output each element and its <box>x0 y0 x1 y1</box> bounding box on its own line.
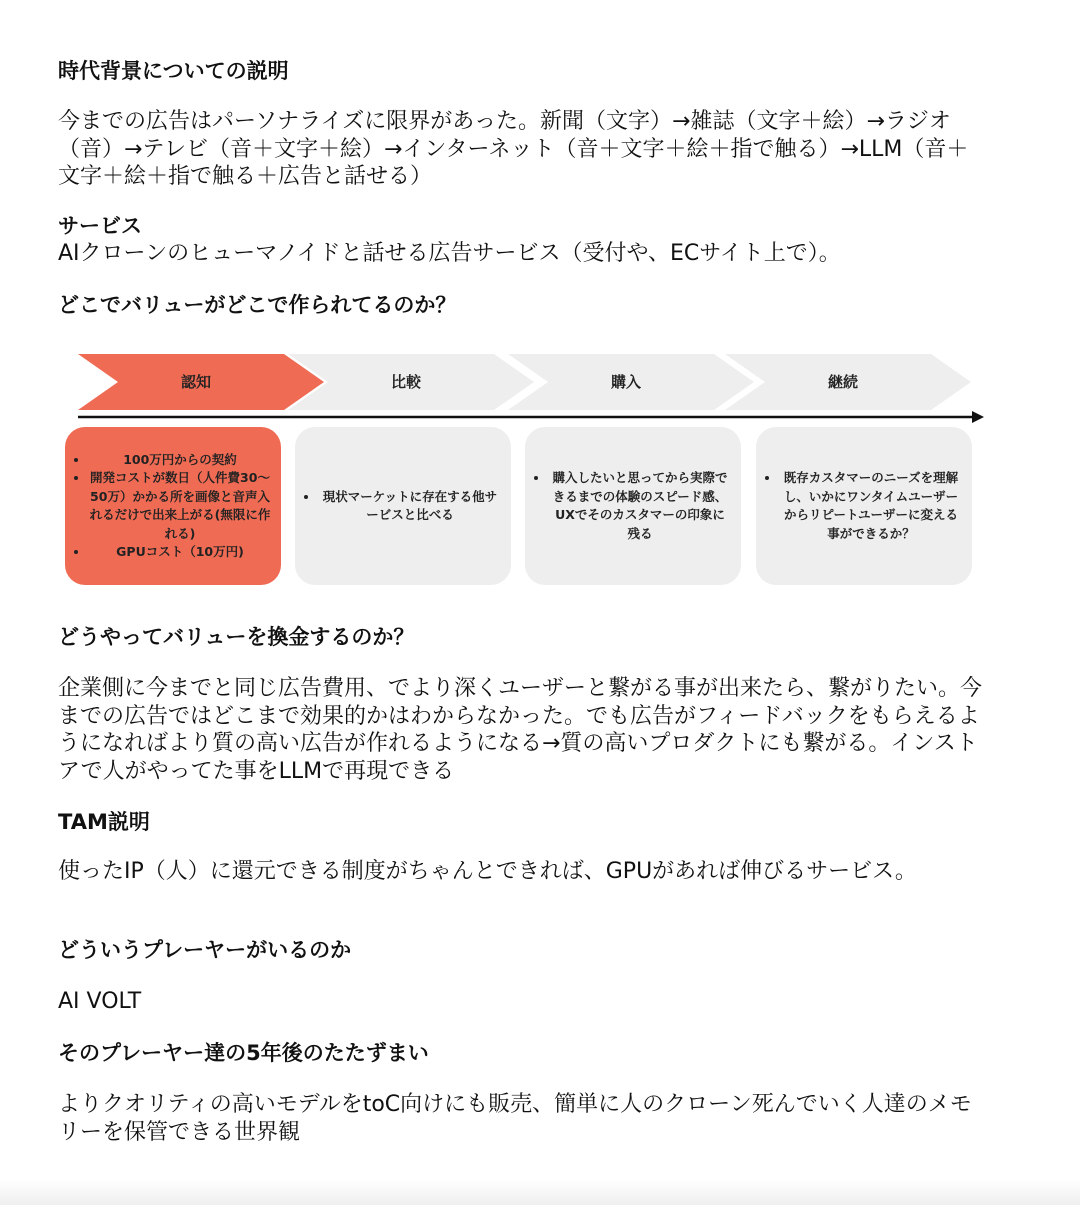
step-label-2: 比較 <box>390 373 422 391</box>
step-bullet: • 購入したいと思ってから実際できるまでの体験のスピード感、UXでそのカスタマーの印象に残る <box>549 469 731 543</box>
step-bullet: • 現状マーケットに存在する他サービスと比べる <box>319 488 501 525</box>
step-label-4: 継続 <box>827 373 859 391</box>
background-text: 今までの広告はパーソナライズに限界があった。新聞（文字）→雑誌（文字＋絵）→ラジオ（音）→テレビ（音＋文字＋絵）→インターネット（音＋文字＋絵＋指で触る）→LLM（音＋文字＋絵＋指で触る＋広告と話せる） <box>58 109 969 189</box>
timeline-arrowhead <box>972 411 984 423</box>
step-card-2 <box>295 427 511 585</box>
step-bullet: • 100万円からの契約 <box>89 451 271 470</box>
step-card-1 <box>65 427 281 585</box>
step-card-3 <box>525 427 741 585</box>
step-bullet-list <box>764 469 962 543</box>
service-heading: サービス <box>58 214 142 238</box>
step-label-3: 購入 <box>610 373 642 391</box>
step-bullet: • GPUコスト（10万円) <box>89 543 271 562</box>
step-bullet: • 開発コストが数日（人件費30〜50万）かかる所を画像と音声入れるだけで出来上がる(無限に作れる) <box>89 469 271 543</box>
service-text: AIクローンのヒューマノイドと話せる広告サービス（受付や、ECサイト上で）。 <box>58 241 841 266</box>
future-heading: そのプレーヤー達の5年後のたたずまい <box>58 1041 429 1065</box>
monetize-heading: どうやってバリューを換金するのか？ <box>58 625 415 649</box>
step-label-1: 認知 <box>180 373 212 391</box>
value-heading: どこでバリューがどこで作られてるのか？ <box>58 293 457 317</box>
players-heading: どういうプレーヤーがいるのか <box>58 938 352 962</box>
monetize-text: 企業側に今までと同じ広告費用、でより深くユーザーと繋がる事が出来たら、繋がりたい。今までの広告ではどこまで効果的かはわからなかった。でも広告がフィードバックをもらえるようになればより質の高い広告が作れるようになる→質の高いプロダクトにも繋がる。インストアで人がやってた事をLLMで再現できる <box>58 676 983 784</box>
tam-heading: TAM説明 <box>58 810 150 834</box>
future-text: よりクオリティの高いモデルをtoC向けにも販売、簡単に人のクローン死んでいく人達のメモリーを保管できる世界観 <box>58 1092 972 1145</box>
step-bullet-list <box>73 451 271 562</box>
players-text: AI VOLT <box>58 989 142 1014</box>
step-bullet-list <box>533 469 731 543</box>
tam-text: 使ったIP（人）に還元できる制度がちゃんとできれば、GPUがあれば伸びるサービス。 <box>58 859 917 884</box>
background-heading: 時代背景についての説明 <box>58 59 289 83</box>
step-card-4 <box>756 427 972 585</box>
page-bottom-shadow <box>0 1179 1080 1205</box>
step-bullet-list <box>303 488 501 525</box>
step-bullet: • 既存カスタマーのニーズを理解し、いかにワンタイムユーザーからリピートユーザーに変える事ができるか？ <box>780 469 962 543</box>
